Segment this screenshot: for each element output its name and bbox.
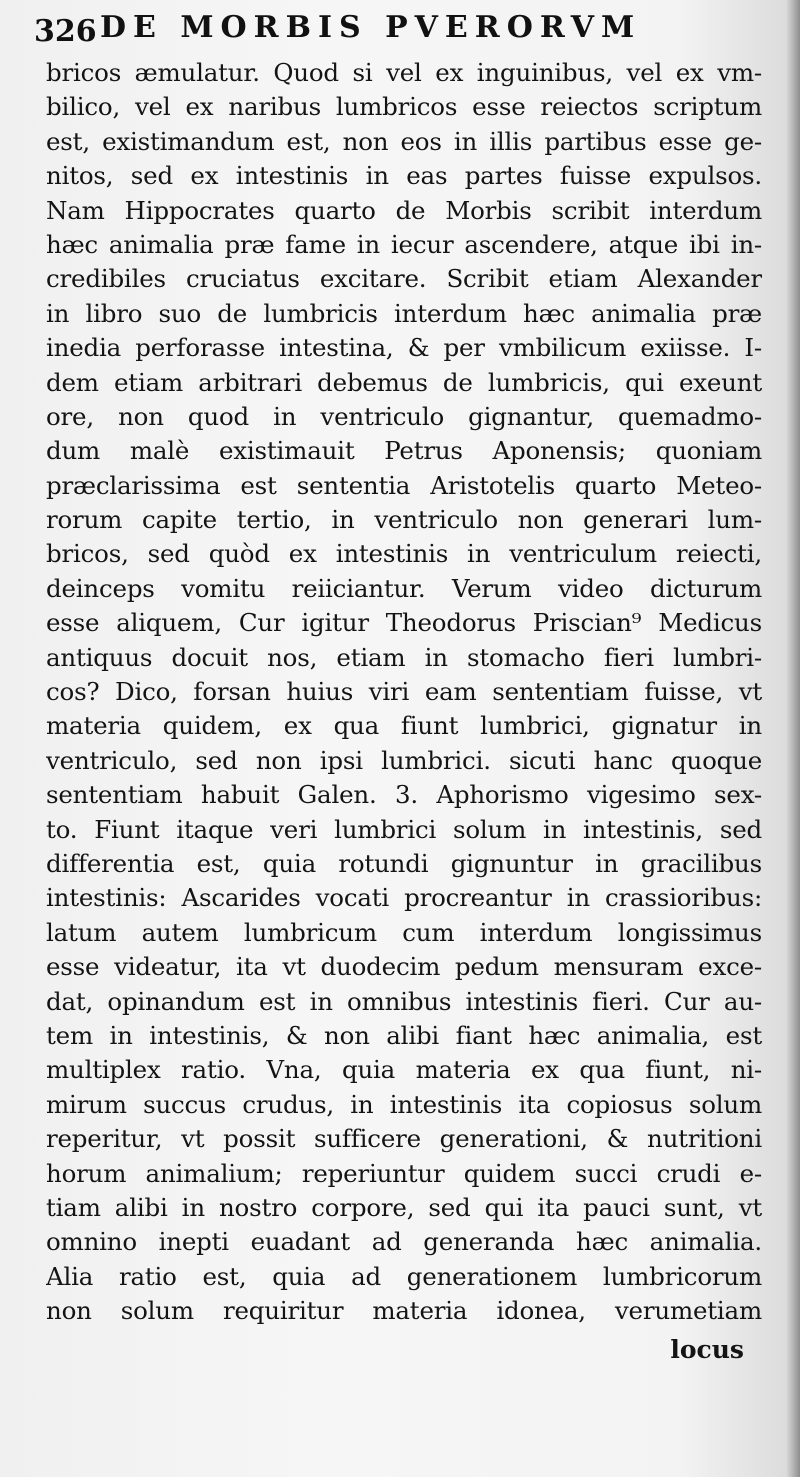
text-line: differentia est, quia rotundi gignuntur in gracilibus: [46, 848, 762, 878]
text-line: cos? Dico, forsan huius viri eam sententiam fuisse, vt: [46, 677, 762, 707]
text-line: præclarissima est sententia Aristotelis quarto Meteo-: [46, 470, 762, 500]
text-line: bricos, sed quòd ex intestinis in ventriculum reiecti,: [46, 539, 762, 569]
text-line: reperitur, vt possit sufficere generationi, & nutritioni: [46, 1124, 762, 1154]
text-line: non solum requiritur materia idonea, verumetiam: [46, 1296, 762, 1326]
text-line: deinceps vomitu reiiciantur. Verum video dicturum: [46, 573, 762, 603]
running-head: DE MORBIS PVERORVM: [100, 10, 642, 45]
text-line: mirum succus crudus, in intestinis ita copiosus solum: [46, 1089, 762, 1119]
text-line: inedia perforasse intestina, & per vmbilicum exiisse. I-: [46, 333, 762, 363]
text-line: bilico, vel ex naribus lumbricos esse reiectos scriptum: [46, 92, 762, 122]
catchword: locus: [670, 1335, 744, 1364]
text-line: ventriculo, sed non ipsi lumbrici. sicuti hanc quoque: [46, 745, 762, 775]
text-line: dat, opinandum est in omnibus intestinis fieri. Cur au-: [46, 986, 762, 1016]
text-line: latum autem lumbricum cum interdum longissimus: [46, 917, 762, 947]
text-line: in libro suo de lumbricis interdum hæc animalia præ: [46, 298, 762, 328]
text-line: nitos, sed ex intestinis in eas partes fuisse expulsos.: [46, 161, 762, 191]
text-line: intestinis: Ascarides vocati procreantur in crassioribus:: [46, 883, 762, 913]
text-line: est, existimandum est, non eos in illis partibus esse ge-: [46, 126, 762, 156]
text-line: omnino inepti euadant ad generanda hæc animalia.: [46, 1227, 762, 1257]
page-number: 326: [34, 14, 97, 49]
text-line: esse videatur, ita vt duodecim pedum mensuram exce-: [46, 952, 762, 982]
text-line: to. Fiunt itaque veri lumbrici solum in intestinis, sed: [46, 814, 762, 844]
text-line: tiam alibi in nostro corpore, sed qui ita pauci sunt, vt: [46, 1192, 762, 1222]
text-line: tem in intestinis, & non alibi fiant hæc animalia, est: [46, 1020, 762, 1050]
text-line: materia quidem, ex qua fiunt lumbrici, gignatur in: [46, 711, 762, 741]
text-line: Alia ratio est, quia ad generationem lumbricorum: [46, 1261, 762, 1291]
page-edge-shadow: [786, 0, 800, 1477]
text-line: Nam Hippocrates quarto de Morbis scribit interdum: [46, 195, 762, 225]
text-line: ore, non quod in ventriculo gignantur, quemadmo-: [46, 401, 762, 431]
text-line: credibiles cruciatus excitare. Scribit etiam Alexander: [46, 264, 762, 294]
text-line: rorum capite tertio, in ventriculo non generari lum-: [46, 505, 762, 535]
text-line: sententiam habuit Galen. 3. Aphorismo vigesimo sex-: [46, 780, 762, 810]
body-text: [46, 56, 762, 1328]
text-line: bricos æmulatur. Quod si vel ex inguinibus, vel ex vm-: [46, 58, 762, 87]
text-line: hæc animalia præ fame in iecur ascendere, atque ibi in-: [46, 229, 762, 259]
text-line: horum animalium; reperiuntur quidem succi crudi e-: [46, 1158, 762, 1188]
text-line: multiplex ratio. Vna, quia materia ex qua fiunt, ni-: [46, 1055, 762, 1085]
text-line: dem etiam arbitrari debemus de lumbricis, qui exeunt: [46, 367, 762, 397]
page-header: [34, 10, 774, 56]
text-line: esse aliquem, Cur igitur Theodorus Priscian⁹ Medicus: [46, 608, 762, 638]
text-line: antiquus docuit nos, etiam in stomacho fieri lumbri-: [46, 642, 762, 672]
text-line: dum malè existimauit Petrus Aponensis; quoniam: [46, 436, 762, 466]
